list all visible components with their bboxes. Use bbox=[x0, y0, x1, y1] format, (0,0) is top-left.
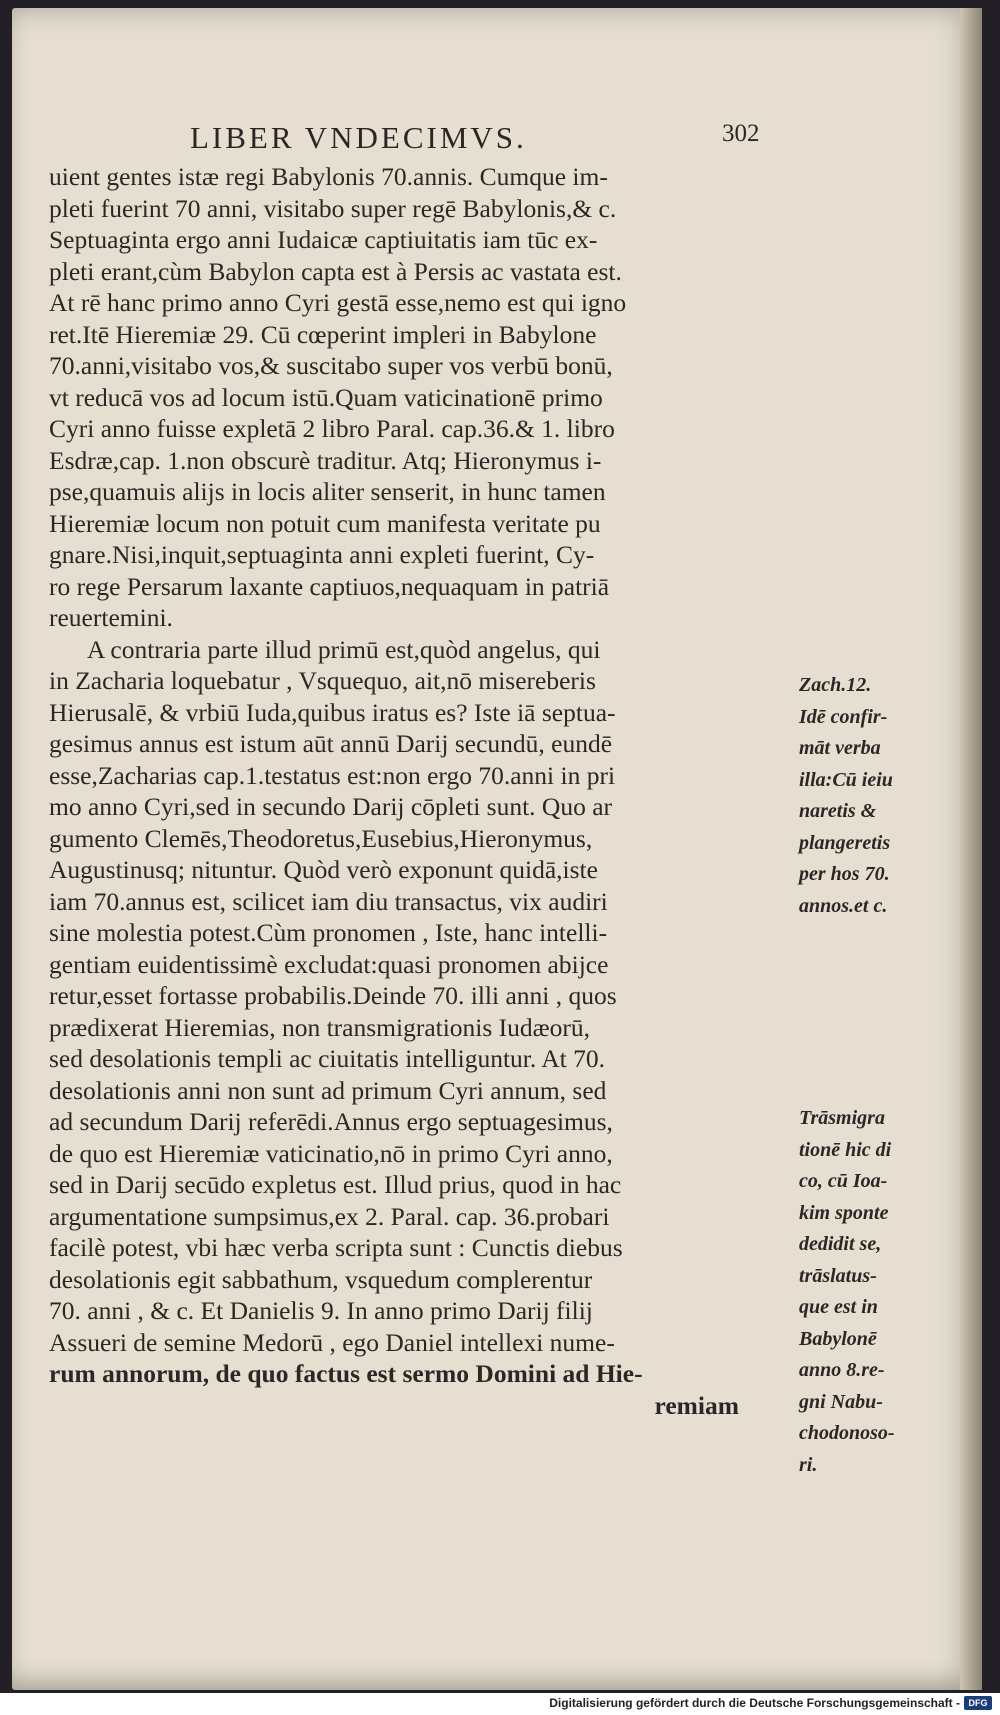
margin-note-transmigratio bbox=[799, 1103, 919, 1481]
text-line: Assueri de semine Medorū , ego Daniel intellexi nume- bbox=[49, 1327, 615, 1357]
text-line: sine molestia potest.Cùm pronomen , Iste, hanc intelli- bbox=[49, 918, 608, 947]
margin-note-line: dedidit se, bbox=[799, 1233, 882, 1255]
text-line: mo anno Cyri,sed in secundo Darij cōpleti sunt. Quo ar bbox=[49, 792, 613, 821]
text-line: desolationis egit sabbathum, vsquedum complerentur bbox=[49, 1264, 593, 1294]
text-line: pleti fuerint 70 anni, visitabo super regē Babylonis,& c. bbox=[49, 193, 617, 223]
text-line: desolationis anni non sunt ad primum Cyri annum, sed bbox=[49, 1075, 607, 1105]
margin-note-line: Zach.12. bbox=[799, 674, 872, 696]
margin-note-line: plangeretis bbox=[799, 831, 891, 854]
text-line: pse,quamuis alijs in locis aliter senserit, in hunc tamen bbox=[49, 477, 606, 506]
margin-note-line: anno 8.re- bbox=[799, 1359, 885, 1381]
text-line: facilè potest, vbi hæc verba scripta sunt : Cunctis diebus bbox=[49, 1233, 623, 1262]
text-line: sed desolationis templi ac ciuitatis intelliguntur. At 70. bbox=[49, 1044, 605, 1073]
footer-bar bbox=[0, 1693, 1000, 1715]
margin-note-line: per hos 70. bbox=[799, 863, 890, 885]
text-line: 70.anni,visitabo vos,& suscitabo super vos verbū bonū, bbox=[49, 351, 613, 380]
margin-note-line: ri. bbox=[799, 1453, 818, 1476]
text-line: gesimus annus est istum aūt annū Darij secundū, eundē bbox=[49, 729, 613, 758]
text-line: 70. anni , & c. Et Danielis 9. In anno primo Darij filij bbox=[49, 1296, 593, 1325]
running-title: LIBER VNDECIMVS. bbox=[190, 120, 527, 155]
text-line: Esdræ,cap. 1.non obscurè traditur. Atq; Hieronymus i- bbox=[49, 445, 602, 475]
margin-note-line: chodonoso- bbox=[799, 1422, 895, 1444]
dfg-logo: DFG bbox=[964, 1696, 992, 1710]
page-header bbox=[12, 120, 982, 160]
margin-note-line: co, cū Ioa- bbox=[799, 1170, 888, 1192]
text-line: vt reducā vos ad locum istū.Quam vaticinationē primo bbox=[49, 382, 603, 412]
text-line: reuertemini. bbox=[49, 603, 173, 632]
margin-note-line: annos.et c. bbox=[799, 894, 888, 917]
text-line: rum annorum, de quo factus est sermo Domini ad Hie- bbox=[49, 1359, 643, 1388]
margin-note-line: gni Nabu- bbox=[799, 1390, 883, 1413]
margin-note-line: naretis & bbox=[799, 800, 877, 822]
text-line: gentiam euidentissimè excludat:quasi pronomen abijce bbox=[49, 949, 609, 979]
margin-note-line: tionē hic di bbox=[799, 1138, 892, 1161]
text-line: ad secundum Darij referēdi.Annus ergo septuagesimus, bbox=[49, 1107, 613, 1136]
text-line: iam 70.annus est, scilicet iam diu transactus, vix audiri bbox=[49, 886, 608, 916]
text-line: Septuaginta ergo anni Iudaicæ captiuitatis iam tūc ex- bbox=[49, 225, 598, 254]
text-line: de quo est Hieremiæ vaticinatio,nō in primo Cyri anno, bbox=[49, 1138, 613, 1168]
margin-note-line: māt verba bbox=[799, 737, 881, 759]
text-line: retur,esset fortasse probabilis.Deinde 70. illi anni , quos bbox=[49, 981, 617, 1010]
main-text-column bbox=[49, 161, 749, 1421]
text-line: pleti erant,cùm Babylon capta est à Persis ac vastata est. bbox=[49, 256, 622, 286]
text-line: Hierusalē, & vrbiū Iuda,quibus iratus es? Iste iā septua- bbox=[49, 697, 616, 727]
page-number: 302 bbox=[722, 120, 760, 147]
margin-note-line: Trāsmigra bbox=[799, 1107, 885, 1129]
margin-note-line: kim sponte bbox=[799, 1201, 889, 1224]
text-line: Cyri anno fuisse expletā 2 libro Paral. cap.36.& 1. libro bbox=[49, 414, 615, 443]
text-line: in Zacharia loquebatur , Vsquequo, ait,nō misereberis bbox=[49, 666, 596, 695]
text-line: gnare.Nisi,inquit,septuaginta anni expleti fuerint, Cy- bbox=[49, 540, 595, 569]
margin-note-line: Babylonē bbox=[799, 1327, 877, 1350]
text-line: argumentatione sumpsimus,ex 2. Paral. cap. 36.probari bbox=[49, 1201, 610, 1231]
catchword: remiam bbox=[654, 1390, 739, 1420]
text-line: Augustinusq; nituntur. Quòd verò exponunt quidā,iste bbox=[49, 855, 598, 884]
text-line: At rē hanc primo anno Cyri gestā esse,nemo est qui igno bbox=[49, 288, 627, 317]
margin-note-line: trāslatus- bbox=[799, 1264, 877, 1287]
text-line: ro rege Persarum laxante captiuos,nequaquam in patriā bbox=[49, 571, 610, 601]
book-page bbox=[12, 8, 982, 1690]
text-line: esse,Zacharias cap.1.testatus est:non ergo 70.anni in pri bbox=[49, 760, 616, 790]
margin-note-line: illa:Cū ieiu bbox=[799, 768, 893, 791]
text-line: sed in Darij secūdo expletus est. Illud prius, quod in hac bbox=[49, 1170, 622, 1199]
paragraph-start-line: A contraria parte illud primū est,quòd angelus, qui bbox=[87, 634, 601, 664]
margin-note-zacharia bbox=[799, 670, 919, 922]
margin-note-line: que est in bbox=[799, 1296, 878, 1318]
text-line: gumento Clemēs,Theodoretus,Eusebius,Hieronymus, bbox=[49, 823, 593, 853]
text-line: ret.Itē Hieremiæ 29. Cū cœperint impleri in Babylone bbox=[49, 319, 597, 349]
margin-note-line: Idē confir- bbox=[799, 705, 888, 728]
text-line: prædixerat Hieremias, non transmigrationis Iudæorū, bbox=[49, 1012, 591, 1042]
page-edge bbox=[960, 8, 982, 1690]
text-line: Hieremiæ locum non potuit cum manifesta veritate pu bbox=[49, 508, 601, 538]
funding-credit: Digitalisierung gefördert durch die Deutsche Forschungsgemeinschaft - bbox=[549, 1696, 960, 1710]
text-line: uient gentes istæ regi Babylonis 70.annis. Cumque im- bbox=[49, 162, 608, 191]
